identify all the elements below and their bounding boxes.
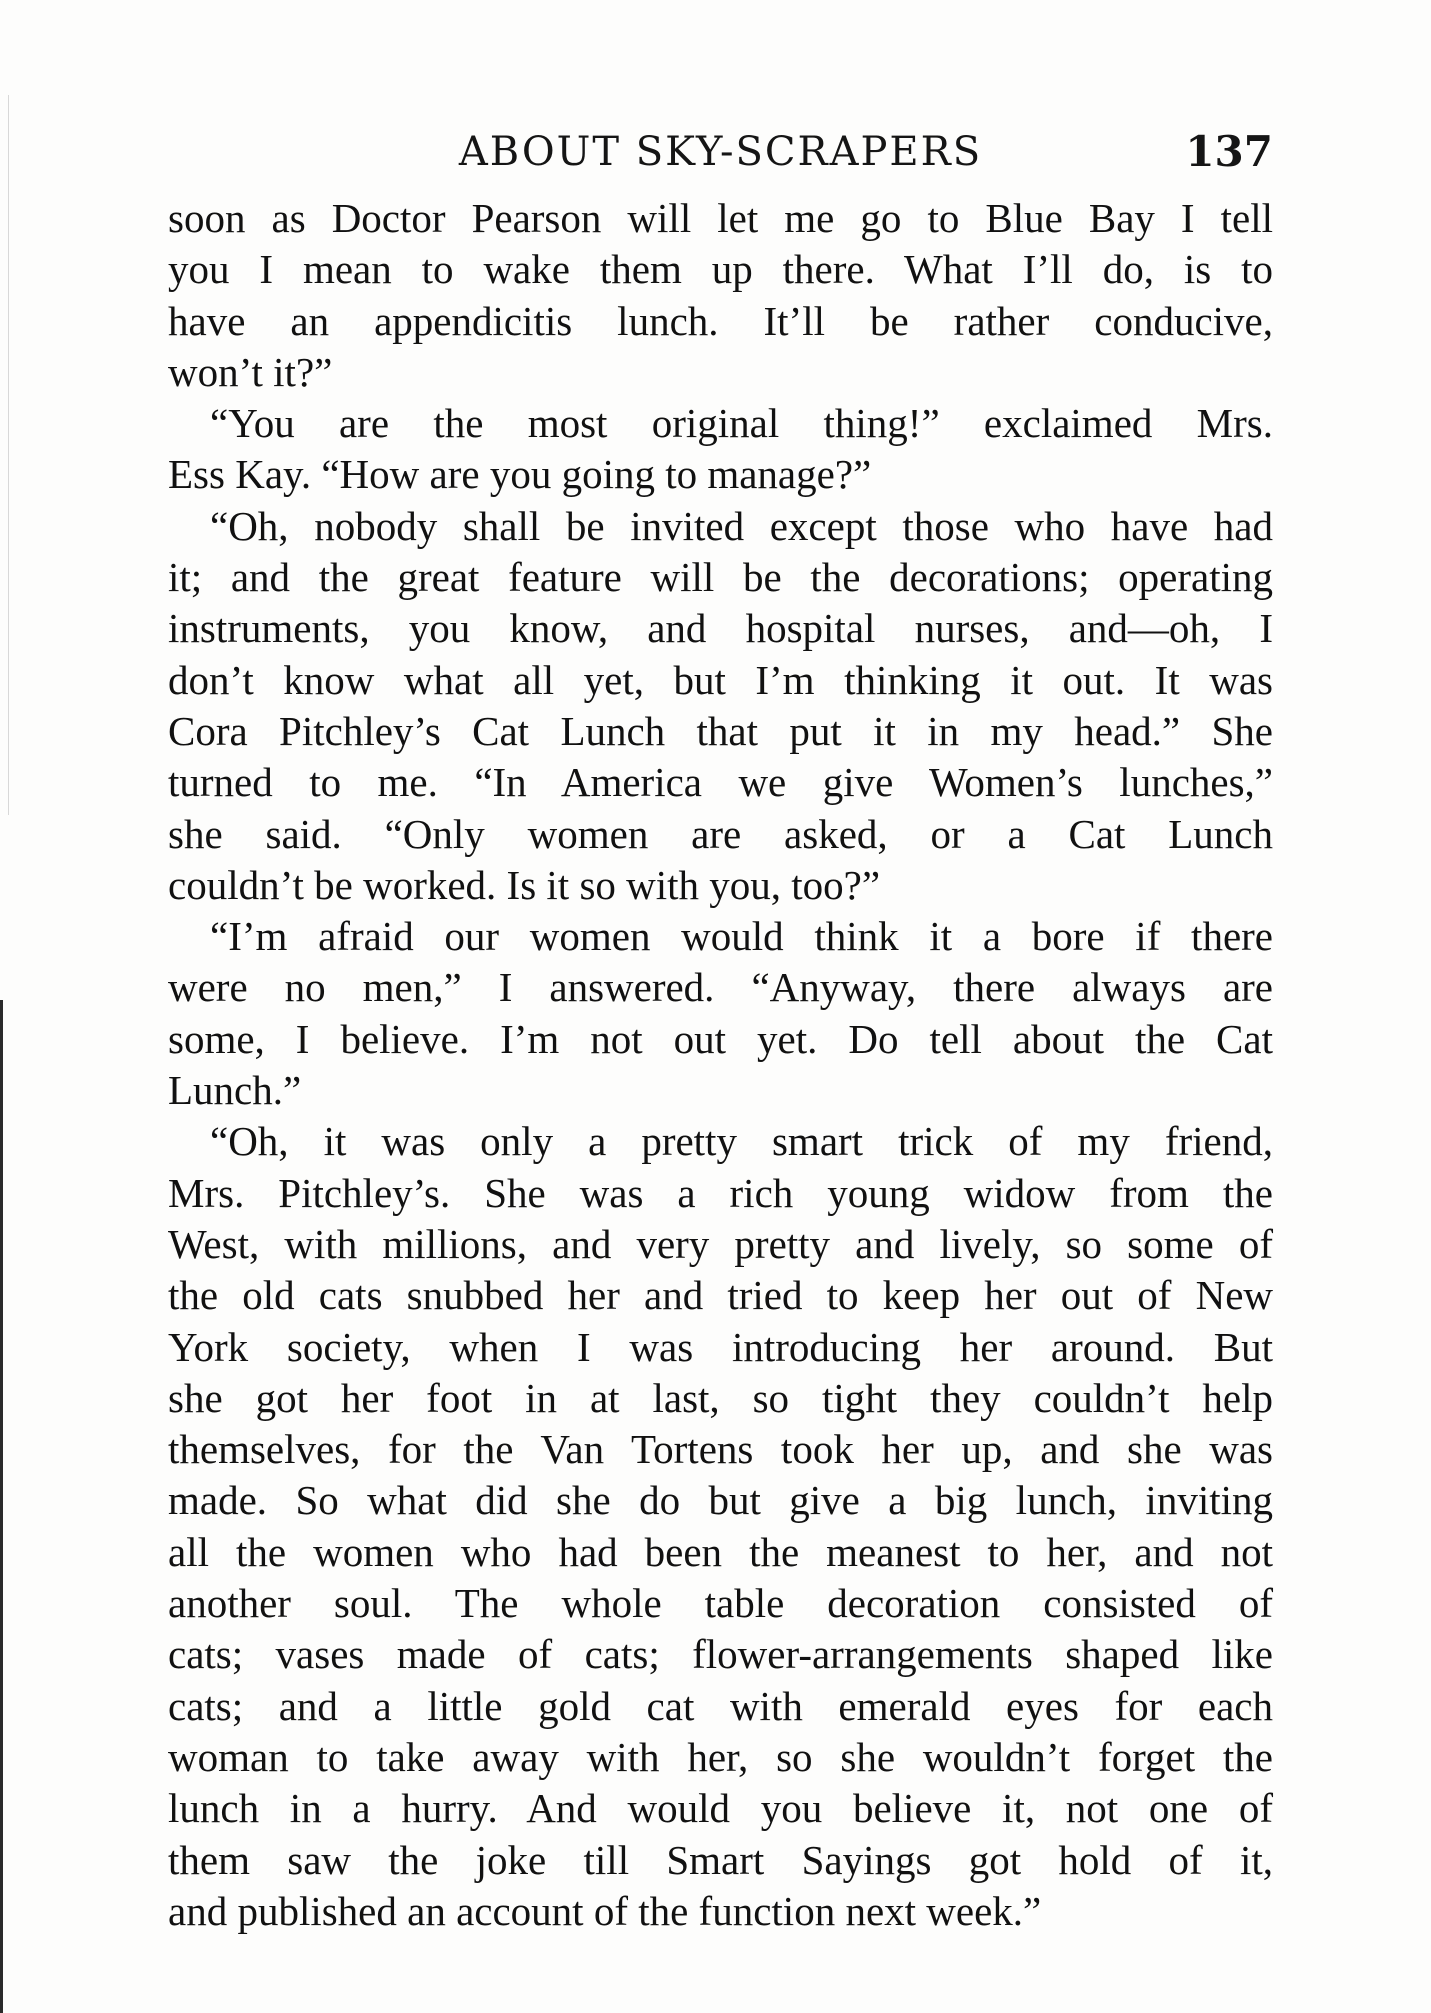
- text-line: Cora Pitchley’s Cat Lunch that put it in my head.” She: [168, 707, 1273, 754]
- page-edge-line: [0, 1000, 3, 2013]
- text-line: themselves, for the Van Tortens took her up, and she was: [168, 1426, 1273, 1473]
- text-line: don’t know what all yet, but I’m thinking it out. It was: [168, 656, 1273, 703]
- text-line: all the women who had been the meanest to her, and not: [168, 1528, 1273, 1575]
- text-line: Ess Kay. “How are you going to manage?”: [168, 451, 872, 498]
- text-line: turned to me. “In America we give Women’s lunches,”: [168, 759, 1273, 806]
- text-line: were no men,” I answered. “Anyway, there always are: [168, 964, 1273, 1011]
- text-line: “I’m afraid our women would think it a bore if there: [210, 913, 1273, 960]
- text-line: she said. “Only women are asked, or a Cat Lunch: [168, 810, 1273, 857]
- text-line: cats; and a little gold cat with emerald eyes for each: [168, 1682, 1273, 1729]
- running-title: ABOUT SKY-SCRAPERS: [458, 129, 983, 175]
- text-line: “Oh, it was only a pretty smart trick of my friend,: [210, 1118, 1273, 1165]
- text-line: “You are the most original thing!” exclaimed Mrs.: [210, 400, 1273, 447]
- body-text: [168, 193, 1273, 1937]
- page-edge-shadow: [8, 95, 9, 815]
- text-line: “Oh, nobody shall be invited except those who have had: [210, 502, 1273, 549]
- text-line: woman to take away with her, so she wouldn’t forget the: [168, 1733, 1273, 1780]
- text-line: West, with millions, and very pretty and lively, so some of: [168, 1220, 1273, 1267]
- text-line: Lunch.”: [168, 1067, 302, 1114]
- text-line: she got her foot in at last, so tight they couldn’t help: [168, 1374, 1273, 1421]
- text-line: York society, when I was introducing her around. But: [168, 1323, 1273, 1370]
- text-line: and published an account of the function next week.”: [168, 1887, 1042, 1934]
- page-header: [168, 122, 1273, 182]
- text-line: Mrs. Pitchley’s. She was a rich young widow from the: [168, 1169, 1273, 1216]
- text-line: couldn’t be worked. Is it so with you, too?”: [168, 861, 881, 908]
- text-line: some, I believe. I’m not out yet. Do tell about the Cat: [168, 1015, 1273, 1062]
- text-line: lunch in a hurry. And would you believe it, not one of: [168, 1785, 1273, 1832]
- text-line: made. So what did she do but give a big lunch, inviting: [168, 1477, 1273, 1524]
- page-number: 137: [1185, 127, 1273, 176]
- text-line: you I mean to wake them up there. What I’ll do, is to: [168, 246, 1273, 293]
- text-line: have an appendicitis lunch. It’ll be rather conducive,: [168, 297, 1273, 344]
- text-line: them saw the joke till Smart Sayings got hold of it,: [168, 1836, 1273, 1883]
- text-line: won’t it?”: [168, 348, 333, 395]
- text-line: another soul. The whole table decoration consisted of: [168, 1580, 1273, 1627]
- text-line: cats; vases made of cats; flower-arrangements shaped like: [168, 1631, 1273, 1678]
- text-line: instruments, you know, and hospital nurses, and—oh, I: [168, 605, 1273, 652]
- text-line: it; and the great feature will be the decorations; operating: [168, 554, 1273, 601]
- text-line: the old cats snubbed her and tried to keep her out of New: [168, 1272, 1273, 1319]
- text-line: soon as Doctor Pearson will let me go to Blue Bay I tell: [168, 195, 1273, 241]
